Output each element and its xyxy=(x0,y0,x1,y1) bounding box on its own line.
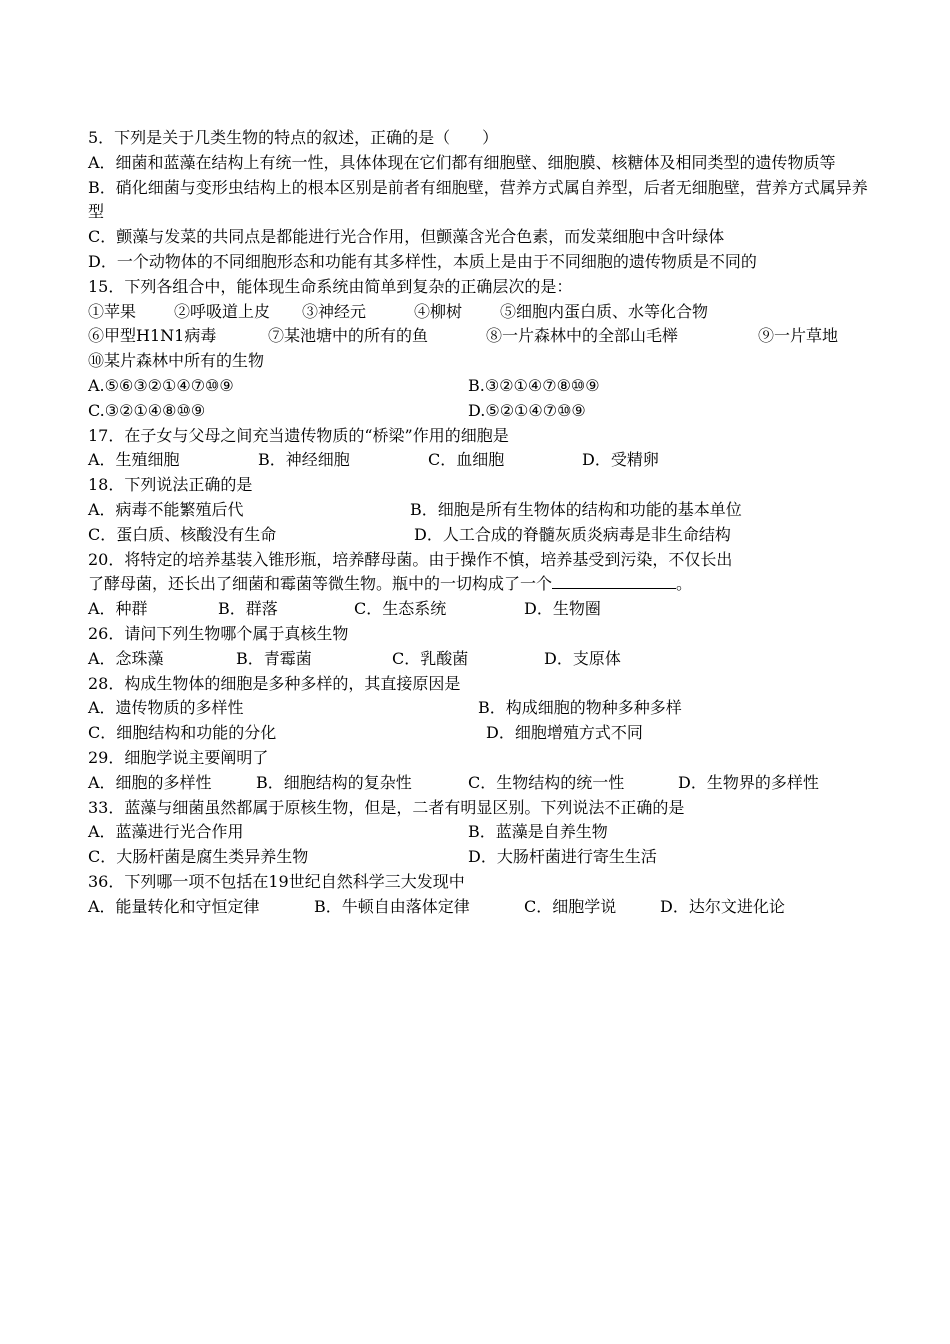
option-row xyxy=(88,523,878,548)
option-c: C．细胞结构和功能的分化 xyxy=(88,723,277,743)
option-c: C．生物结构的统一性 xyxy=(468,772,625,792)
option-d: D．受精卵 xyxy=(582,450,659,470)
option-row xyxy=(88,895,878,920)
answer-blank xyxy=(552,572,676,589)
option-row xyxy=(88,771,878,796)
question-stem: 18．下列说法正确的是 xyxy=(88,475,253,495)
option-c: C．蛋白质、核酸没有生命 xyxy=(88,524,277,544)
item: ②呼吸道上皮 xyxy=(174,301,271,321)
question-stem: 36．下列哪一项不包括在19世纪自然科学三大发现中 xyxy=(88,871,465,891)
option-b: B．硝化细菌与变形虫结构上的根本区别是前者有细胞壁，营养方式属自养型，后者无细胞壁，营养方式属异养型 xyxy=(88,177,868,222)
option-a: A．生殖细胞 xyxy=(88,450,180,470)
option-b: B．青霉菌 xyxy=(236,648,312,668)
option-d: D．支原体 xyxy=(544,648,621,668)
option-a: A．蓝藻进行光合作用 xyxy=(88,822,244,842)
option-a: A．能量转化和守恒定律 xyxy=(88,896,260,916)
item: ⑤细胞内蛋白质、水等化合物 xyxy=(500,301,709,321)
question-stem: 17．在子女与父母之间充当遗传物质的“桥梁”作用的细胞是 xyxy=(88,425,509,445)
option-b: B．神经细胞 xyxy=(258,450,350,470)
question-stem: 26．请问下列生物哪个属于真核生物 xyxy=(88,623,349,643)
question-stem: 28．构成生物体的细胞是多种多样的，其直接原因是 xyxy=(88,673,461,693)
question-stem: 29．细胞学说主要阐明了 xyxy=(88,747,269,767)
option-b: B．群落 xyxy=(218,599,278,619)
option-b: B．细胞结构的复杂性 xyxy=(256,772,412,792)
option-c: C.③②①④⑧⑩⑨ xyxy=(88,400,206,420)
option-a: A．病毒不能繁殖后代 xyxy=(88,499,244,519)
option-a: A．念珠藻 xyxy=(88,648,164,668)
option-row xyxy=(88,448,878,473)
question-stem-continued xyxy=(88,572,878,597)
option-d: D.⑤②①④⑦⑩⑨ xyxy=(468,400,586,420)
item-row xyxy=(88,349,878,374)
option-b: B．牛顿自由落体定律 xyxy=(314,896,470,916)
option-row xyxy=(88,399,878,424)
option-c: C．血细胞 xyxy=(428,450,505,470)
question-stem: 15．下列各组合中，能体现生命系统由简单到复杂的正确层次的是： xyxy=(88,276,573,296)
item: ④柳树 xyxy=(414,301,463,321)
option-a: A．细胞的多样性 xyxy=(88,772,212,792)
option-b: B．构成细胞的物种多种多样 xyxy=(478,698,682,718)
item: ⑧一片森林中的全部山毛榉 xyxy=(486,326,679,346)
item: ①苹果 xyxy=(88,301,137,321)
option-c: C．乳酸菌 xyxy=(392,648,469,668)
option-row xyxy=(88,597,878,622)
option-d: D．达尔文进化论 xyxy=(660,896,785,916)
option-c: C．生态系统 xyxy=(354,599,447,619)
option-d: D．大肠杆菌进行寄生生活 xyxy=(468,847,657,867)
option-c: C．细胞学说 xyxy=(524,896,617,916)
option-d: D．细胞增殖方式不同 xyxy=(486,723,643,743)
option-d: D．人工合成的脊髓灰质炎病毒是非生命结构 xyxy=(414,524,731,544)
option-row xyxy=(88,647,878,672)
option-c: C．颤藻与发菜的共同点是都能进行光合作用，但颤藻含光合色素，而发菜细胞中含叶绿体 xyxy=(88,227,725,247)
option-a: A．遗传物质的多样性 xyxy=(88,698,244,718)
option-b: B.③②①④⑦⑧⑩⑨ xyxy=(468,375,600,395)
option-c: C．大肠杆菌是腐生类异养生物 xyxy=(88,847,309,867)
item-row xyxy=(88,324,878,349)
item: ⑨一片草地 xyxy=(758,326,839,346)
document-page xyxy=(88,126,878,920)
option-a: A．种群 xyxy=(88,599,148,619)
option-b: B．蓝藻是自养生物 xyxy=(468,822,608,842)
question-stem: 20．将特定的培养基装入锥形瓶，培养酵母菌。由于操作不慎，培养基受到污染，不仅长出 xyxy=(88,549,733,569)
option-row xyxy=(88,696,878,721)
option-row xyxy=(88,498,878,523)
item: ⑩某片森林中所有的生物 xyxy=(88,351,265,371)
option-a: A．细菌和蓝藻在结构上有统一性，具体体现在它们都有细胞壁、细胞膜、核糖体及相同类型的遗传物质等 xyxy=(88,152,836,172)
item: ⑦某池塘中的所有的鱼 xyxy=(268,326,429,346)
item-row xyxy=(88,300,878,325)
option-d: D．生物圈 xyxy=(524,599,601,619)
option-a: A.⑤⑥③②①④⑦⑩⑨ xyxy=(88,375,234,395)
option-row xyxy=(88,820,878,845)
option-row xyxy=(88,845,878,870)
stem-suffix: 。 xyxy=(676,574,693,594)
question-stem: 5．下列是关于几类生物的特点的叙述，正确的是（ ） xyxy=(88,128,499,147)
option-b: B．细胞是所有生物体的结构和功能的基本单位 xyxy=(410,499,742,519)
option-d: D．生物界的多样性 xyxy=(678,772,819,792)
question-stem: 33．蓝藻与细菌虽然都属于原核生物，但是，二者有明显区别。下列说法不正确的是 xyxy=(88,797,685,817)
option-row xyxy=(88,721,878,746)
option-row xyxy=(88,374,878,399)
option-d: D．一个动物体的不同细胞形态和功能有其多样性，本质上是由于不同细胞的遗传物质是不同的 xyxy=(88,251,757,271)
stem-text: 了酵母菌，还长出了细菌和霉菌等微生物。瓶中的一切构成了一个 xyxy=(88,574,553,594)
item: ③神经元 xyxy=(302,301,367,321)
item: ⑥甲型H1N1病毒 xyxy=(88,326,217,346)
